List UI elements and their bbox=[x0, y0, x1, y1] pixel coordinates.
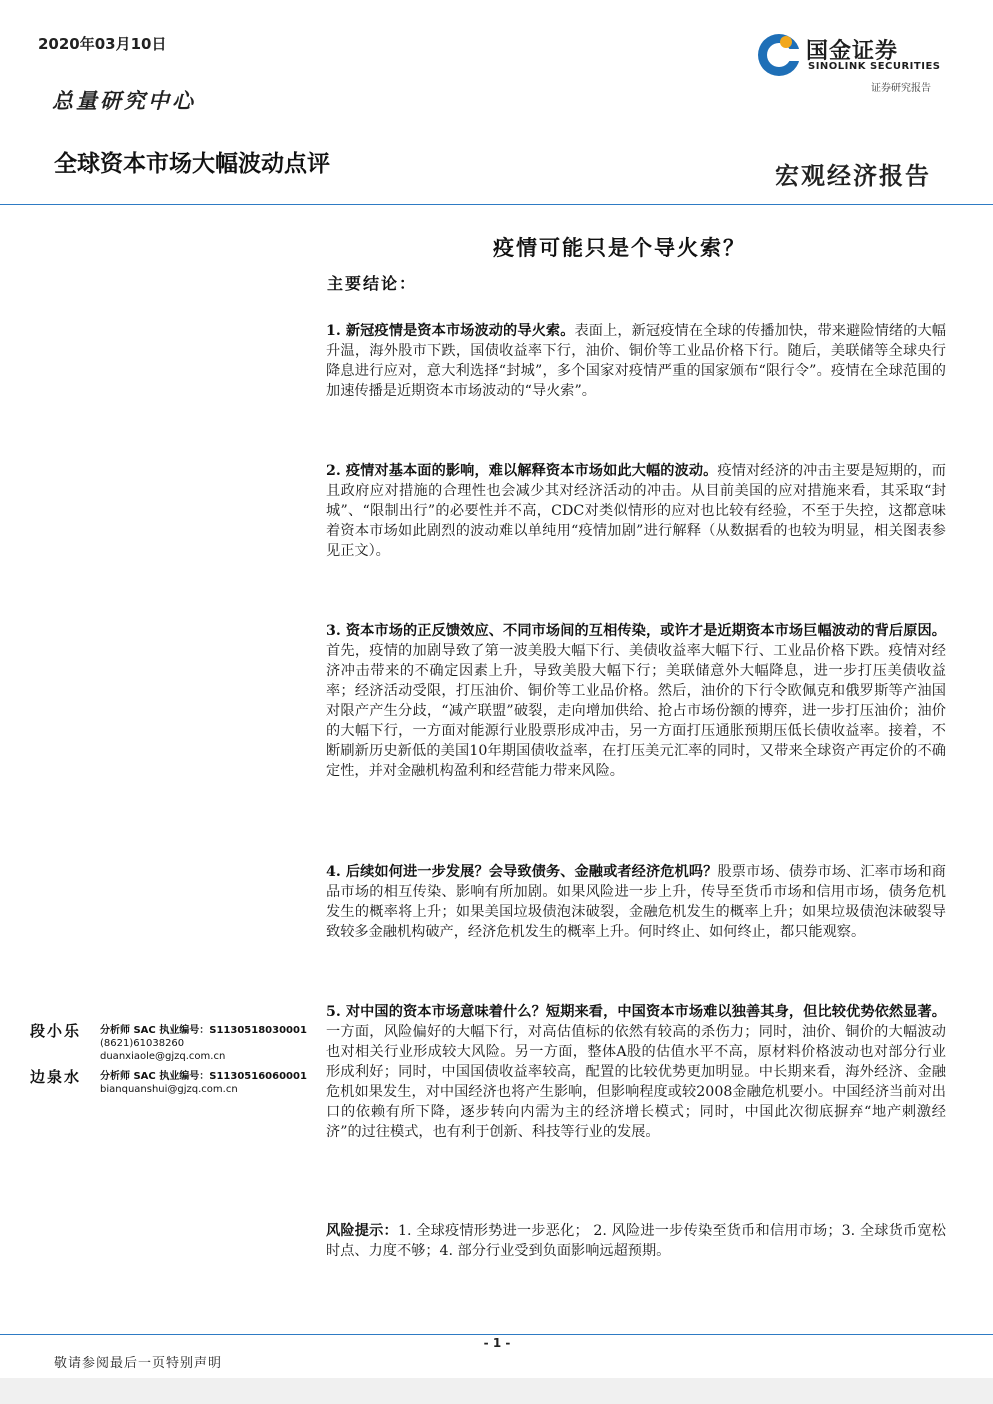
logo-subtitle: 证券研究报告 bbox=[871, 83, 931, 94]
report-title: 全球资本市场大幅波动点评 bbox=[54, 151, 330, 177]
conclusion-paragraph-5 bbox=[326, 1002, 946, 1142]
paragraph-body: 疫情对经济的冲击主要是短期的，而且政府应对措施的合理性也会减少其对经济活动的冲击。从目前美国的应对措施来看，其采取“封城”、“限制出行”的必要性并不高，CDC对类似情形的应对也比较有经验，不至于失控，这都意味着资本市场如此剧烈的波动难以单纯用“疫情加剧”进行解释（从数据看的也较为明显，相关图表参见正文）。 bbox=[326, 463, 946, 559]
page-number: - 1 - bbox=[483, 1336, 511, 1350]
risk-warning-body: 1. 全球疫情形势进一步恶化； 2. 风险进一步传染至货币和信用市场；3. 全球货币宽松时点、力度不够；4. 部分行业受到负面影响远超预期。 bbox=[326, 1223, 946, 1259]
risk-warning-label: 风险提示： bbox=[326, 1223, 398, 1239]
main-title: 疫情可能只是个导火索？ bbox=[493, 235, 746, 260]
logo-chinese-name: 国金证券 bbox=[806, 39, 899, 64]
analyst-email[interactable]: bianquanshui@gjzq.com.cn bbox=[100, 1084, 238, 1095]
paragraph-lead: 5. 对中国的资本市场意味着什么？短期来看，中国资本市场难以独善其身，但比较优势依然显著。 bbox=[326, 1004, 946, 1020]
research-center-name: 总量研究中心 bbox=[52, 88, 196, 113]
paragraph-lead: 2. 疫情对基本面的影响，难以解释资本市场如此大幅的波动。 bbox=[326, 463, 718, 479]
report-type: 宏观经济报告 bbox=[775, 161, 931, 190]
analyst-phone: (8621)61038260 bbox=[100, 1038, 185, 1049]
paragraph-body: 股票市场、债券市场、汇率市场和商品市场的相互传染、影响有所加剧。如果风险进一步上升，传导至货币市场和信用市场，债务危机发生的概率将上升；如果美国垃圾债泡沫破裂，金融危机发生的概率上升；如果垃圾债泡沫破裂导致较多金融机构破产，经济危机发生的概率上升。何时终止、如何终止，都只能观察。 bbox=[326, 864, 946, 940]
risk-warning bbox=[326, 1221, 946, 1261]
conclusion-paragraph-4 bbox=[326, 862, 946, 942]
paragraph-lead: 4. 后续如何进一步发展？会导致债务、金融或者经济危机吗？ bbox=[326, 864, 718, 880]
header-divider bbox=[0, 204, 993, 205]
sinolink-logo-icon bbox=[756, 32, 802, 78]
footer-divider bbox=[0, 1334, 993, 1335]
conclusion-paragraph-1 bbox=[326, 321, 946, 401]
analyst-email[interactable]: duanxiaole@gjzq.com.cn bbox=[100, 1051, 226, 1062]
footer-band bbox=[0, 1378, 993, 1404]
paragraph-body: 表面上，新冠疫情在全球的传播加快，带来避险情绪的大幅升温，海外股市下跌，国债收益率下行，油价、铜价等工业品价格下行。随后，美联储等全球央行降息进行应对，意大利选择“封城”，多个国家对疫情严重的国家颁布“限行令”。疫情在全球范围的加速传播是近期资本市场波动的“导火索”。 bbox=[326, 323, 946, 399]
disclaimer-note: 敬请参阅最后一页特别声明 bbox=[54, 1356, 223, 1371]
analyst-name: 边泉水 bbox=[30, 1068, 82, 1086]
paragraph-lead: 3. 资本市场的正反馈效应、不同市场间的互相传染，或许才是近期资本市场巨幅波动的背后原因。 bbox=[326, 623, 946, 639]
logo-english-name: SINOLINK SECURITIES bbox=[808, 61, 941, 72]
paragraph-body: 首先，疫情的加剧导致了第一波美股大幅下行、美债收益率大幅下行、工业品价格下跌。疫情对经济冲击带来的不确定因素上升，导致美股大幅下行；美联储意外大幅降息，进一步打压美债收益率；经济活动受限，打压油价、铜价等工业品价格。然后，油价的下行令欧佩克和俄罗斯等产油国对限产产生分歧，“减产联盟”破裂，走向增加供给、抢占市场份额的博弈，进一步打压油价；油价的大幅下行，一方面对能源行业股票形成冲击，另一方面打压通胀预期压低长债收益率。接着，不断刷新历史新低的美国10年期国债收益率，在打压美元汇率的同时，又带来全球资产再定价的不确定性，并对金融机构盈利和经营能力带来风险。 bbox=[326, 643, 946, 779]
analyst-license: 分析师 SAC 执业编号：S1130516060001 bbox=[100, 1071, 307, 1082]
conclusion-heading: 主要结论： bbox=[327, 274, 418, 293]
analyst-name: 段小乐 bbox=[30, 1022, 82, 1040]
paragraph-lead: 1. 新冠疫情是资本市场波动的导火索。 bbox=[326, 323, 575, 339]
report-date: 2020年03月10日 bbox=[38, 35, 167, 53]
analyst-info bbox=[100, 1070, 307, 1096]
conclusion-paragraph-2 bbox=[326, 461, 946, 561]
analyst-info bbox=[100, 1024, 307, 1063]
conclusion-paragraph-3 bbox=[326, 621, 946, 781]
analyst-license: 分析师 SAC 执业编号：S1130518030001 bbox=[100, 1025, 307, 1036]
paragraph-body: 一方面，风险偏好的大幅下行，对高估值标的依然有较高的杀伤力；同时，油价、铜价的大幅波动也对相关行业形成较大风险。另一方面，整体A股的估值水平不高，原材料价格波动也对部分行业形成利好；同时，中国国债收益率较高，配置的比较优势更加明显。中长期来看，海外经济、金融危机如果发生，对中国经济也将产生影响，但影响程度或较2008金融危机要小。中国经济当前对出口的依赖有所下降，逐步转向内需为主的经济增长模式；同时，中国此次彻底摒弃“地产刺激经济”的过往模式，也有利于创新、科技等行业的发展。 bbox=[326, 1024, 946, 1140]
